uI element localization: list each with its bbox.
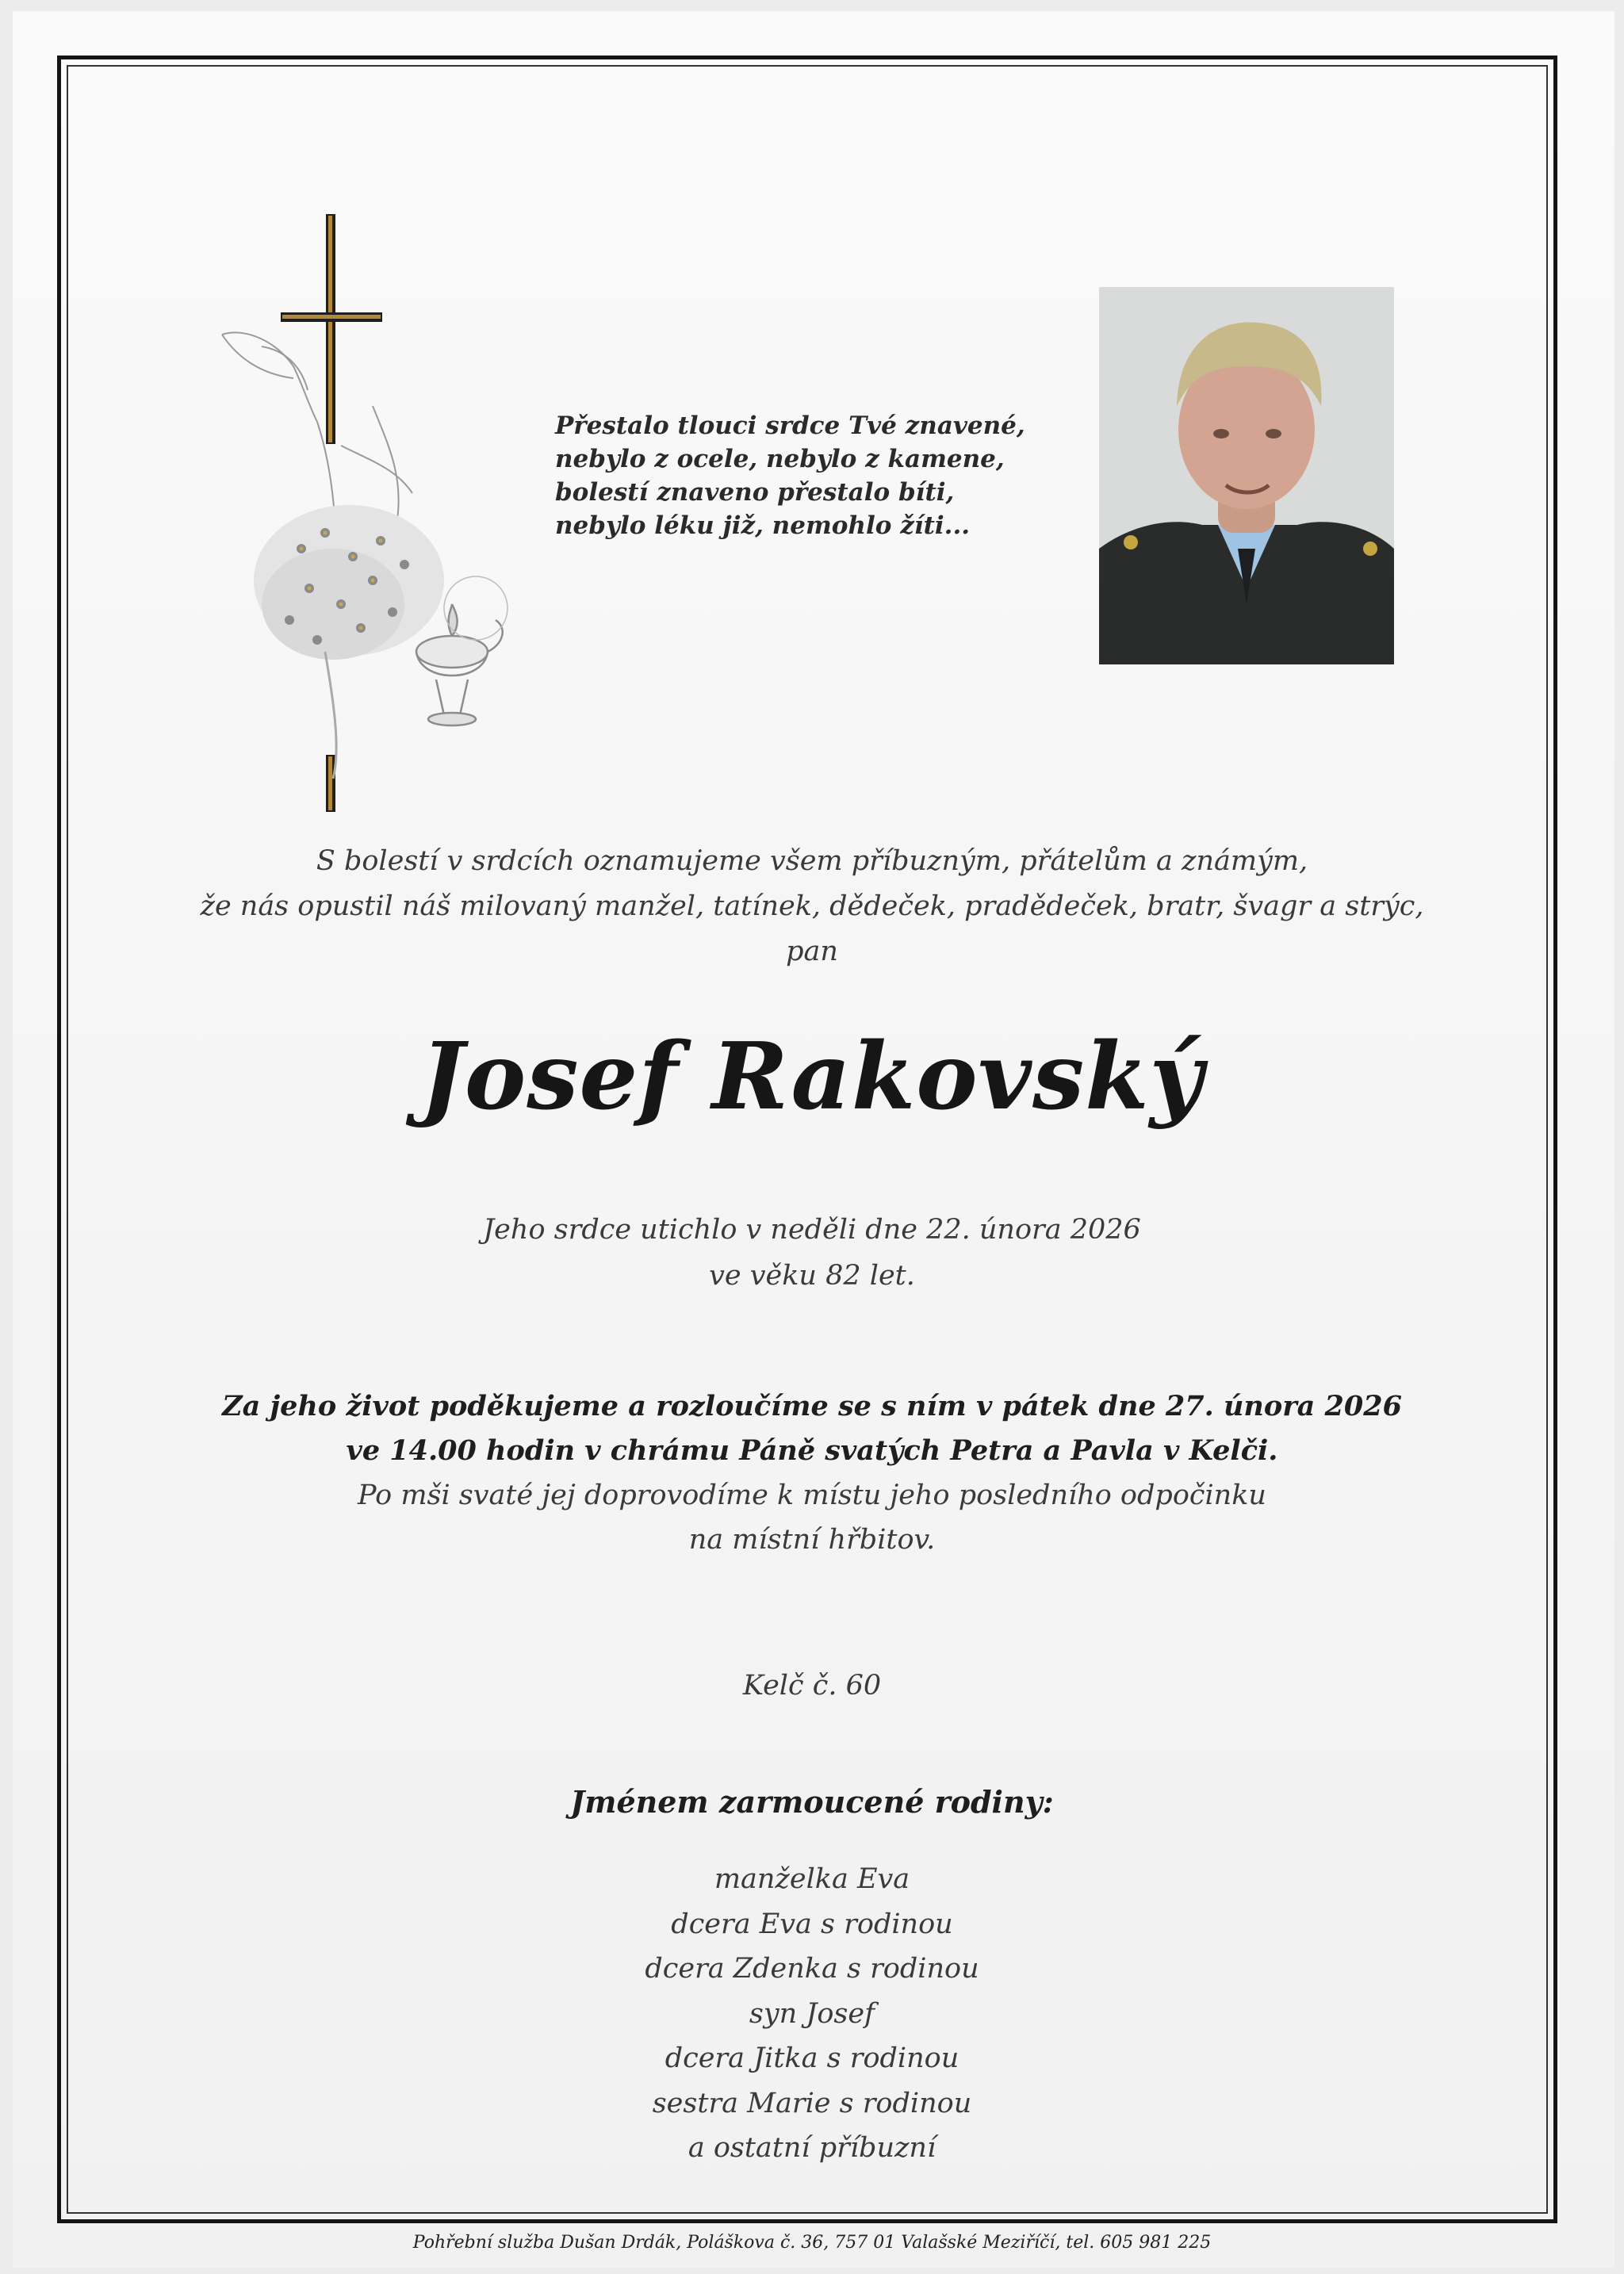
family-member: dcera Eva s rodinou xyxy=(671,1908,953,1940)
funeral-line: Za jeho život poděkujeme a rozloučíme se s ním v pátek dne 27. února 2026 xyxy=(222,1390,1402,1422)
funeral-line: ve 14.00 hodin v chrámu Páně svatých Petra a Pavla v Kelči. xyxy=(346,1434,1278,1467)
family-member: syn Josef xyxy=(749,1997,875,2030)
poem-line: nebylo z ocele, nebylo z kamene, xyxy=(555,445,1005,473)
burial-line: na místní hřbitov. xyxy=(688,1524,936,1556)
funeral-details xyxy=(0,1384,1624,1473)
death-info-line: Jeho srdce utichlo v neděli dne 22. února 2026 xyxy=(483,1214,1141,1246)
deceased-name: Josef Rakovský xyxy=(419,1023,1205,1131)
address: Kelč č. 60 xyxy=(742,1670,882,1702)
burial-line: Po mši svaté jej doprovodíme k místu jeho posledního odpočinku xyxy=(358,1480,1266,1511)
family-member: sestra Marie s rodinou xyxy=(652,2087,972,2119)
family-member: a ostatní příbuzní xyxy=(688,2132,936,2164)
family-heading: Jménem zarmoucené rodiny: xyxy=(570,1784,1054,1820)
death-info-line: ve věku 82 let. xyxy=(709,1260,915,1292)
portrait-photo xyxy=(1099,287,1394,664)
poem-line: Přestalo tlouci srdce Tvé znavené, xyxy=(555,412,1025,440)
announcement-line: pan xyxy=(786,936,838,967)
poem-line: nebylo léku již, nemohlo žíti... xyxy=(555,511,971,540)
poem xyxy=(555,409,1025,542)
death-info xyxy=(0,1207,1624,1299)
family-member: manželka Eva xyxy=(714,1863,910,1895)
burial-details xyxy=(0,1473,1624,1562)
flower-bouquet-icon xyxy=(254,505,444,779)
announcement xyxy=(0,839,1624,974)
family-list xyxy=(0,1857,1624,2171)
announcement-line: S bolestí v srdcích oznamujeme všem příbuzným, přátelům a známým, xyxy=(316,845,1308,877)
family-member: dcera Zdenka s rodinou xyxy=(645,1953,979,1985)
family-member: dcera Jitka s rodinou xyxy=(665,2042,959,2074)
announcement-line: že nás opustil náš milovaný manžel, tatínek, dědeček, pradědeček, bratr, švagr a strýc, xyxy=(200,890,1424,922)
poem-line: bolestí znaveno přestalo bíti, xyxy=(555,478,955,507)
cross-flower-ornament xyxy=(214,208,515,818)
funeral-service-footer: Pohřební služba Dušan Drdák, Poláškova č. 36, 757 01 Valašské Meziříčí, tel. 605 981 225 xyxy=(412,2233,1212,2253)
